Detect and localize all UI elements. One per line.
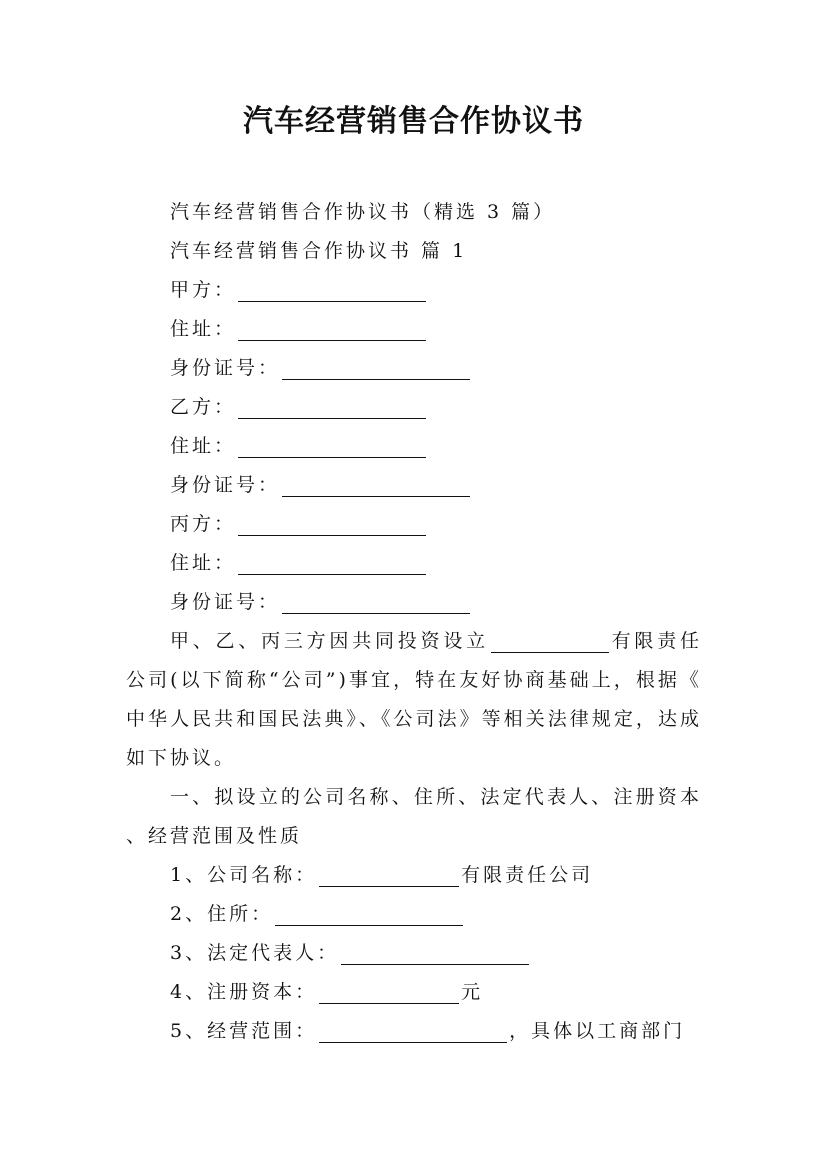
- party-c-line: [126, 505, 702, 544]
- party-a-label: 甲方：: [170, 279, 237, 301]
- item3-label: 3、法定代表人：: [170, 942, 340, 964]
- item1-suffix: 有限责任公司: [461, 864, 594, 886]
- item5-blank: [319, 1020, 507, 1043]
- party-a-address-blank: [238, 318, 426, 341]
- document-body: [126, 193, 702, 1051]
- item4-blank: [319, 981, 459, 1004]
- company-name-blank: [491, 630, 609, 653]
- party-a-id-blank: [282, 357, 470, 380]
- document-title: 汽车经营销售合作协议书: [243, 104, 584, 139]
- party-b-address-label: 住址：: [170, 435, 237, 457]
- party-c-blank: [238, 513, 426, 536]
- party-a-blank: [238, 279, 426, 302]
- party-a-line: [126, 271, 702, 310]
- party-b-label: 乙方：: [170, 396, 237, 418]
- item5-line: [126, 1012, 702, 1051]
- party-c-id-label: 身份证号：: [170, 591, 281, 613]
- item4-suffix: 元: [461, 981, 484, 1003]
- item5-label: 5、经营范围：: [170, 1020, 318, 1042]
- party-c-label: 丙方：: [170, 513, 237, 535]
- party-c-address-blank: [238, 552, 426, 575]
- article-heading: 汽车经营销售合作协议书 篇 1: [170, 240, 468, 262]
- party-c-id-blank: [282, 591, 470, 614]
- party-b-id-label: 身份证号：: [170, 474, 281, 496]
- intro-part2: 有限责任公司(以下简称“公司”)事宜，特在友好协商基础上，根据《中华人民共和国民法典》、《公司法》等相关法律规定，达成如下协议。: [126, 630, 702, 769]
- intro-paragraph: [126, 622, 702, 778]
- item2-blank: [275, 903, 463, 926]
- intro-part1: 甲、乙、丙三方因共同投资设立: [170, 630, 489, 652]
- item3-blank: [341, 942, 529, 965]
- item2-line: [126, 895, 702, 934]
- item3-line: [126, 934, 702, 973]
- party-c-address-label: 住址：: [170, 552, 237, 574]
- party-a-id-line: [126, 349, 702, 388]
- party-c-id-line: [126, 583, 702, 622]
- item5-suffix: ，具体以工商部门: [509, 1020, 686, 1042]
- party-b-line: [126, 388, 702, 427]
- party-b-blank: [238, 396, 426, 419]
- item2-label: 2、住所：: [170, 903, 274, 925]
- item4-line: [126, 973, 702, 1012]
- party-b-address-line: [126, 427, 702, 466]
- party-a-id-label: 身份证号：: [170, 357, 281, 379]
- party-b-address-blank: [238, 435, 426, 458]
- party-c-address-line: [126, 544, 702, 583]
- party-a-address-label: 住址：: [170, 318, 237, 340]
- item1-label: 1、公司名称：: [170, 864, 318, 886]
- section1-heading: 一、拟设立的公司名称、住所、法定代表人、注册资本、经营范围及性质: [126, 786, 702, 847]
- party-b-id-line: [126, 466, 702, 505]
- item4-label: 4、注册资本：: [170, 981, 318, 1003]
- item1-line: [126, 856, 702, 895]
- party-b-id-blank: [282, 474, 470, 497]
- party-a-address-line: [126, 310, 702, 349]
- item1-blank: [319, 864, 459, 887]
- document-subtitle: 汽车经营销售合作协议书（精选 3 篇）: [170, 201, 556, 223]
